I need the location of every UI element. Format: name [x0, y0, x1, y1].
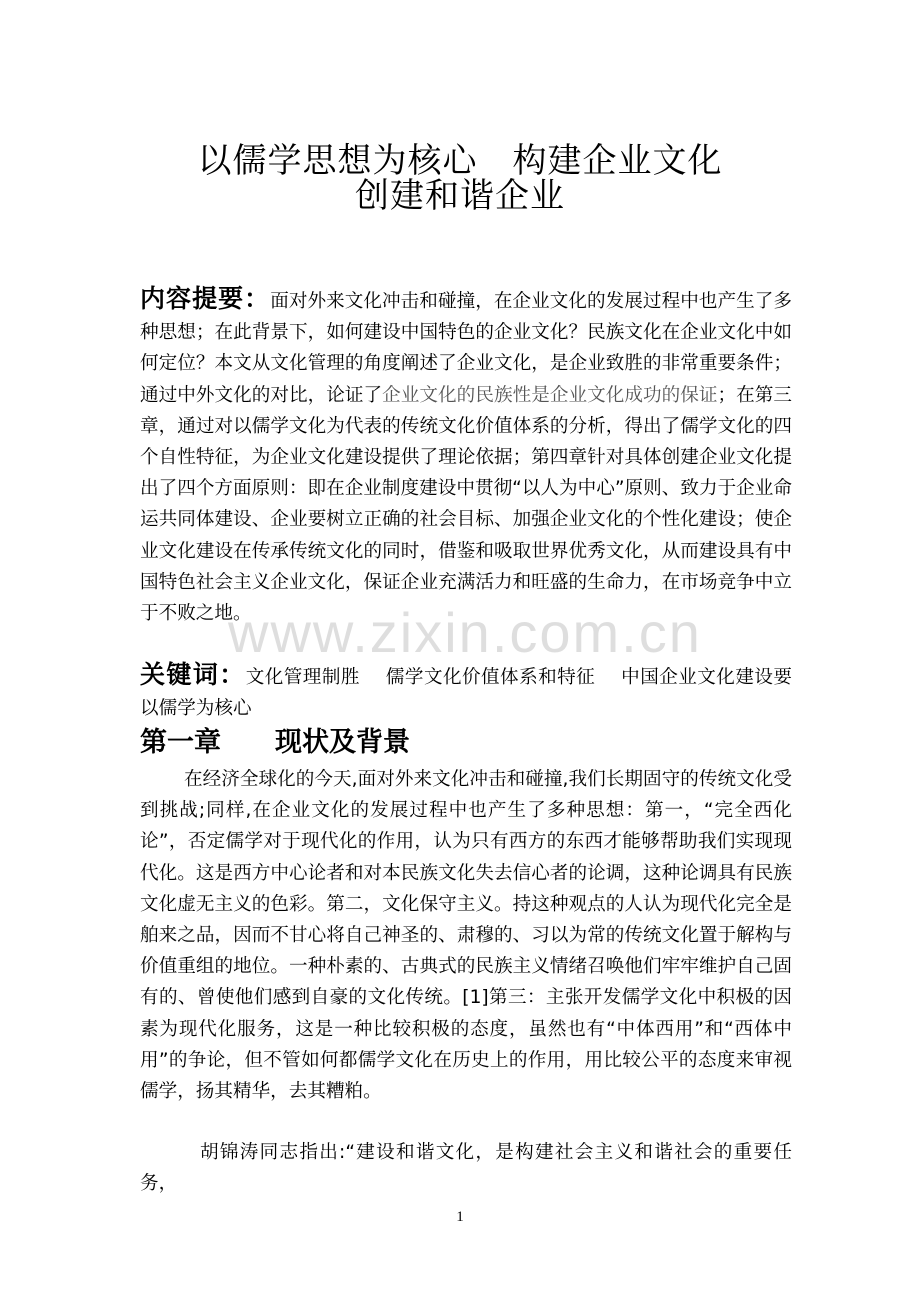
page-number: 1	[456, 1209, 464, 1225]
abstract-label: 内容提要：	[140, 284, 271, 313]
document-title-line-1: 以儒学思想为核心 构建企业文化	[197, 141, 723, 181]
abstract-text-end: ；在第三章，通过对以儒学文化为代表的传统文化价值体系的分析，得出了儒学文化的四个自性特征，为企业文化建设提供了理论依据；第四章针对具体创建企业文化提出了四个方面原则：即在企业制度建设中贯彻“以人为中心”原则、致力于企业命运共同体建设、企业要树立正确的社会目标、加强企业文化的个性化建设；使企业文化建设在传承传统文化的同时，借鉴和吸取世界优秀文化，从而建设具有中国特色社会主义企业文化，保证企业充满活力和旺盛的生命力，在市场竞争中立于不败之地。	[140, 384, 792, 625]
chapter-heading: 第一章 现状及背景	[140, 727, 410, 758]
document-title-line-2: 创建和谐企业	[355, 176, 565, 216]
keyword-item: 儒学文化价值体系和特征	[385, 667, 596, 688]
abstract-highlight-text: 企业文化的民族性是企业文化成功的保证	[382, 384, 718, 406]
keywords-label: 关键词：	[140, 660, 246, 689]
body-paragraph: 胡锦涛同志指出:“建设和谐文化，是构建社会主义和谐社会的重要任务，	[140, 1142, 792, 1195]
body-paragraph: 在经济全球化的今天,面对外来文化冲击和碰撞,我们长期固守的传统文化受到挑战;同样,在企业文化的发展过程中也产生了多种思想：第一，“完全西化论”，否定儒学对于现代化的作用，认为只有西方的东西才能够帮助我们实现现代化。这是西方中心论者和对本民族文化失去信心者的论调，这种论调具有民族文化虚无主义的色彩。第二，文化保守主义。持这种观点的人认为现代化完全是舶来之品，因而不甘心将自己神圣的、肃穆的、习以为常的传统文化置于解构与价值重组的地位。一种朴素的、古典式的民族主义情绪召唤他们牢牢维护自己固有的、曾使他们感到自豪的文化传统。[1]第三：主张开发儒学文化中积极的因素为现代化服务，这是一种比较积极的态度，虽然也有“中体西用”和“西体中用”的争论，但不管如何都儒学文化在历史上的作用，用比较公平的态度来审视儒学，扬其精华，去其糟粕。	[140, 769, 792, 1103]
keyword-item: 中国企业文化建设要以儒学为核心	[140, 667, 792, 720]
watermark: www.zixin.com.cn	[228, 601, 702, 664]
abstract-section	[140, 283, 792, 629]
keywords-section	[140, 659, 792, 724]
abstract-text-start: 面对外来文化冲击和碰撞，在企业文化的发展过程中也产生了多种思想；在此背景下，如何建设中国特色的企业文化？民族文化在企业文化中如何定位？本文从文化管理的角度阐述了企业文化，是企业致胜的非常重要条件；通过中外文化的对比，论证了	[140, 291, 792, 406]
keyword-item: 文化管理制胜	[245, 667, 360, 688]
